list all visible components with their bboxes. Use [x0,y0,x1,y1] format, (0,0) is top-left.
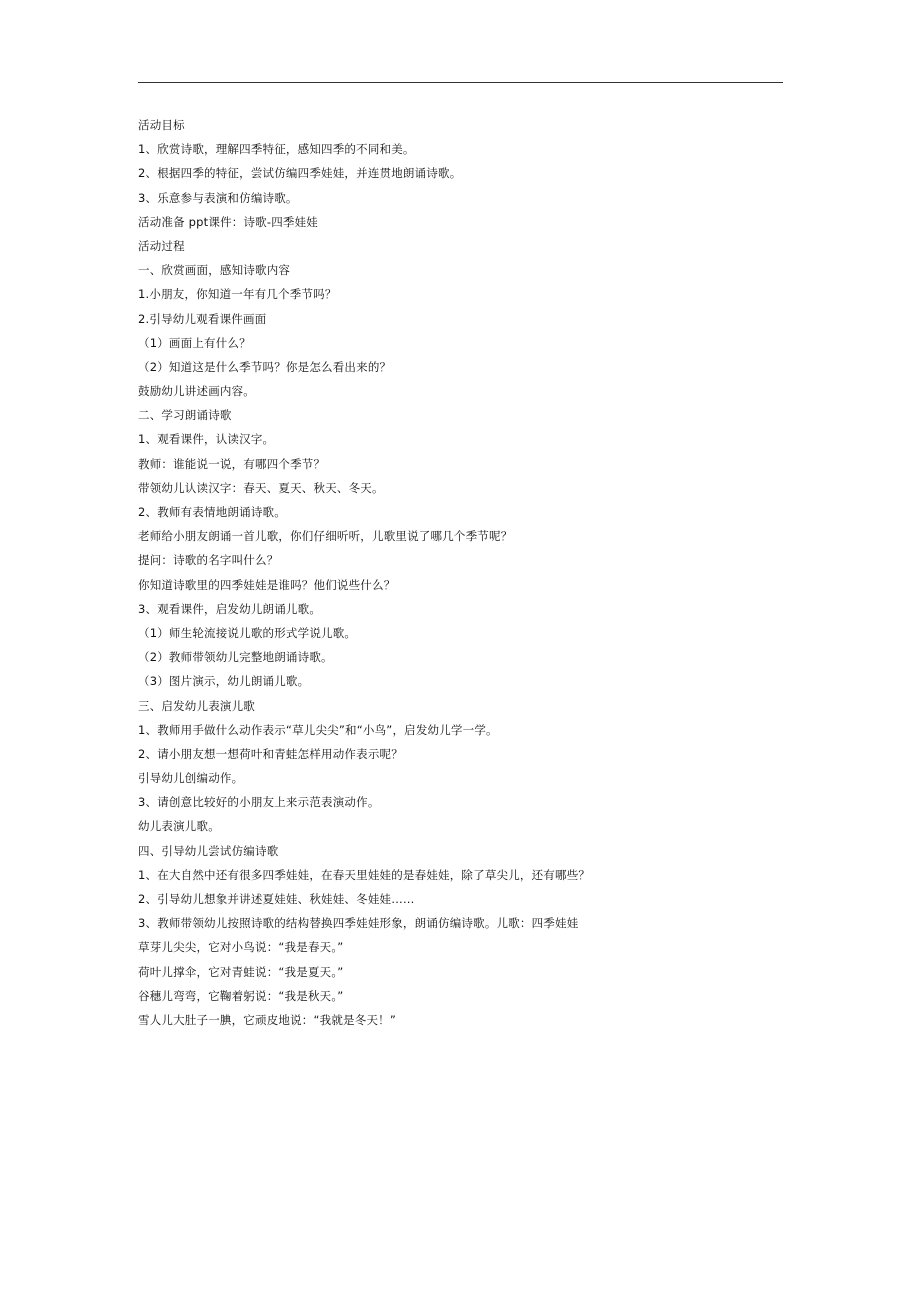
text-line: 带领幼儿认读汉字：春天、夏天、秋天、冬天。 [138,480,384,495]
part-heading-3: 三、启发幼儿表演儿歌 [138,698,255,713]
part-heading-2: 二、学习朗诵诗歌 [138,408,232,423]
section-title-goals: 活动目标 [138,118,185,132]
text-line: 你知道诗歌里的四季娃娃是谁吗？他们说些什么？ [138,577,396,592]
document-body [138,113,788,1032]
text-line: 1、在大自然中还有很多四季娃娃，在春天里娃娃的是春娃娃，除了草尖儿，还有哪些？ [138,867,591,882]
text-line: （1）师生轮流接说儿歌的形式学说儿歌。 [138,625,357,640]
text-line: 引导幼儿创编动作。 [138,771,244,786]
text-line: 1.小朋友，你知道一年有几个季节吗？ [138,287,337,302]
text-line: 1、教师用手做什么动作表示“草儿尖尖”和“小鸟”，启发幼儿学一学。 [138,722,498,737]
text-line: 教师：谁能说一说，有哪四个季节？ [138,456,326,471]
text-line: 2.引导幼儿观看课件画面 [138,311,267,326]
part-heading-1: 一、欣赏画面，感知诗歌内容 [138,263,291,278]
text-line: 2、引导幼儿想象并讲述夏娃娃、秋娃娃、冬娃娃…… [138,892,415,906]
section-title-process: 活动过程 [138,238,185,253]
text-line: 提问：诗歌的名字叫什么？ [138,553,279,568]
poem-line-spring: 草芽儿尖尖，它对小鸟说：“我是春天。” [138,940,344,955]
text-line: 鼓励幼儿讲述画内容。 [138,384,255,399]
goal-item-1: 1、欣赏诗歌，理解四季特征，感知四季的不同和美。 [138,142,415,157]
text-line: 2、请小朋友想一想荷叶和青蛙怎样用动作表示呢？ [138,746,403,761]
goal-item-2: 2、根据四季的特征，尝试仿编四季娃娃，并连贯地朗诵诗歌。 [138,166,462,181]
part-heading-4: 四、引导幼儿尝试仿编诗歌 [138,843,279,858]
header-rule [138,82,783,83]
poem-line-summer: 荷叶儿撑伞，它对青蛙说：“我是夏天。” [138,964,344,979]
text-line: （3）图片演示，幼儿朗诵儿歌。 [138,674,310,689]
text-line: 2、教师有表情地朗诵诗歌。 [138,505,286,519]
text-line: （2）知道这是什么季节吗？你是怎么看出来的？ [138,359,392,374]
text-line: 3、教师带领幼儿按照诗歌的结构替换四季娃娃形象，朗诵仿编诗歌。儿歌：四季娃娃 [138,916,579,931]
poem-line-autumn: 谷穗儿弯弯，它鞠着躬说：“我是秋天。” [138,988,344,1003]
text-line: （2）教师带领幼儿完整地朗诵诗歌。 [138,650,333,665]
poem-line-winter: 雪人儿大肚子一腆，它顽皮地说：“我就是冬天！” [138,1012,397,1027]
text-line: 1、观看课件，认读汉字。 [138,432,275,447]
preparation-line: 活动准备 ppt课件：诗歌-四季娃娃 [138,214,319,229]
text-line: 3、观看课件，启发幼儿朗诵儿歌。 [138,601,322,616]
text-line: 幼儿表演儿歌。 [138,819,220,834]
text-line: （1）画面上有什么？ [138,335,251,350]
text-line: 3、请创意比较好的小朋友上来示范表演动作。 [138,795,380,810]
text-line: 老师给小朋友朗诵一首儿歌，你们仔细听听，儿歌里说了哪几个季节呢？ [138,529,513,544]
goal-item-3: 3、乐意参与表演和仿编诗歌。 [138,190,298,205]
